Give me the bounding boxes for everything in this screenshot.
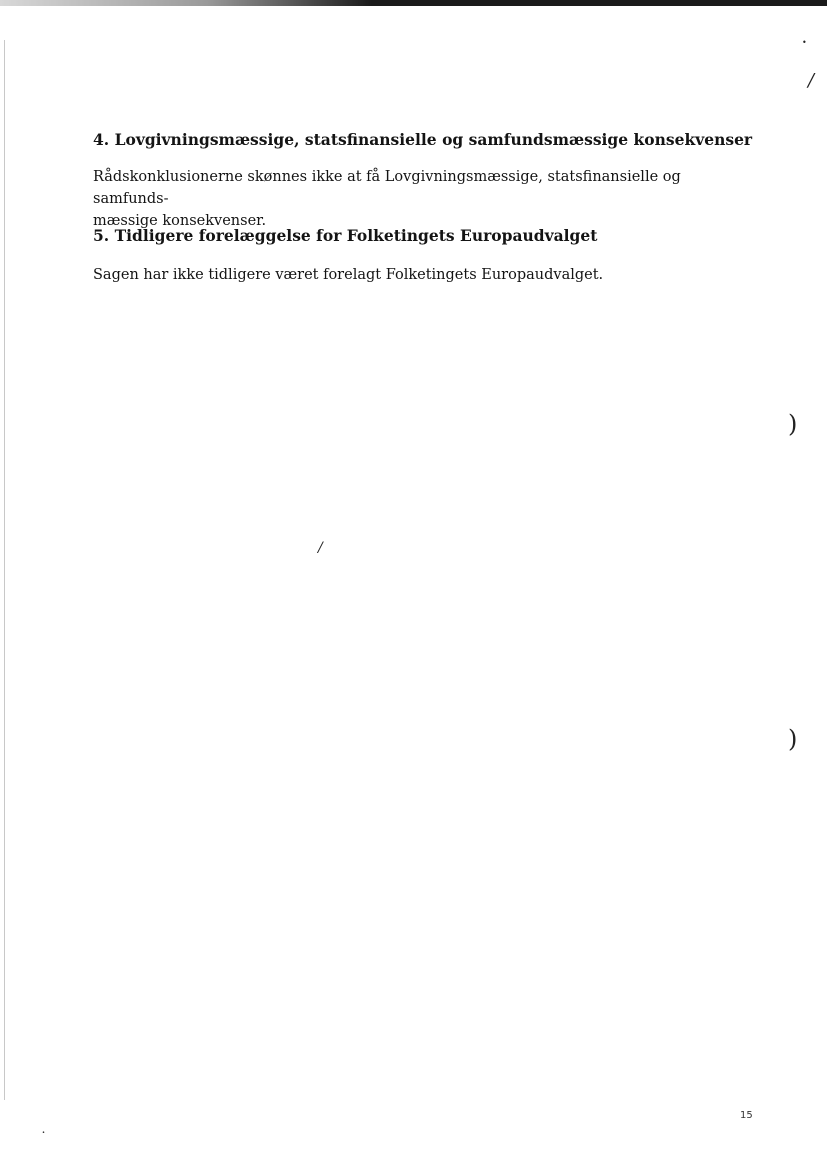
top-rule <box>0 0 827 6</box>
section-5-body-text: Sagen har ikke tidligere været forelagt Folketingets Europaudvalget. <box>93 267 604 283</box>
page-number: 15 <box>740 1110 753 1121</box>
section-5-body <box>93 264 753 286</box>
punch-hole-mark-upper: ) <box>788 410 798 438</box>
corner-speck-mark: ˙ <box>40 1130 47 1146</box>
section-5-heading-wrap <box>93 226 753 246</box>
scan-stroke-mark: / <box>808 70 815 91</box>
section-4-body-line-1: Rådskonklusionerne skønnes ikke at få Lovgivningsmæssige, statsfinansielle og samfunds- <box>93 169 681 207</box>
section-4-body-line-2: mæssige konsekvenser. <box>93 213 267 229</box>
section-5-heading: 5. Tidligere forelæggelse for Folketingets Europaudvalget <box>93 226 598 245</box>
scan-edge-line <box>4 40 5 1100</box>
section-4-heading-wrap <box>93 130 753 150</box>
punch-hole-mark-lower: ) <box>788 725 798 753</box>
scan-dot-mark: • <box>802 38 807 47</box>
section-4-body <box>93 166 753 232</box>
section-4-heading: 4. Lovgivningsmæssige, statsfinansielle og samfundsmæssige konsekvenser <box>93 130 753 149</box>
scan-speck-mark: / <box>318 540 323 556</box>
